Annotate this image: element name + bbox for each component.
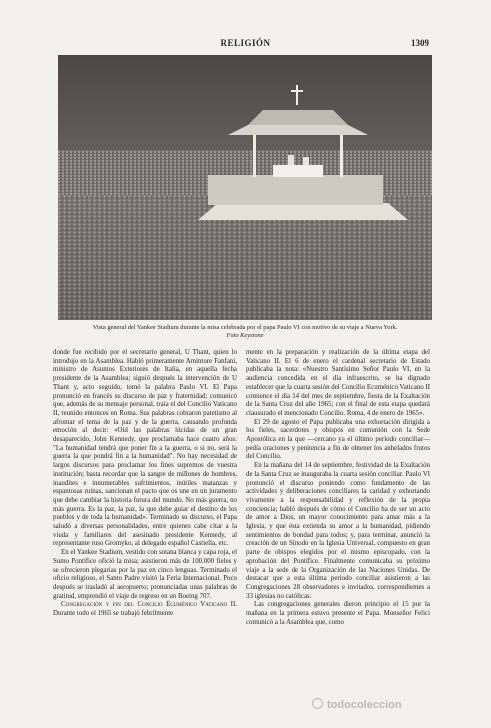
watermark [312, 698, 402, 711]
caption-text: Vista general del Yankee Stadium durante la misa celebrada por el papa Paulo VI con motivo de su viaje a Nueva York. [92, 324, 398, 331]
right-paragraph-2: El 29 de agosto el Papa publicaba una exhortación dirigida a los fieles, sacerdotes y obispos en comunión con la Sede Apostólica en la que —cercano ya el último período conciliar— pedía oraciones y penitencia a fin de obtener los anhelados frutos del Concilio. [246, 418, 430, 461]
right-column [246, 349, 430, 628]
photo-caption [52, 324, 438, 340]
running-title: RELIGIÓN [220, 38, 271, 48]
page-header [0, 38, 491, 52]
right-paragraph-4: Las congregaciones generales dieron principio el 15 por la mañana en la primera estuvo presente el Papa. Monseñor Felici comunicó a la Asamblea que, como [246, 601, 430, 626]
section-body: Durante todo el 1965 se trabajó febrilmente [53, 610, 174, 618]
watermark-logo-icon [312, 698, 323, 709]
stadium-photo [58, 55, 432, 320]
photo-credit: Foto Keystone [226, 332, 264, 339]
right-paragraph-3: En la mañana del 14 de septiembre, festividad de la Exaltación de la Santa Cruz se inauguraba la cuarta sesión conciliar. Paulo VI pronunció el discurso poniendo como fundamento de las actividades y deliberaciones conciliares la caridad y exhortando vivamente a la responsabilidad y reflexión de la propia conciencia; habló después de cómo el Concilio ha de ser un acto de amor a Dios, un mayor conocimiento para amar más a la Iglesia, y que ésta extienda su amor a la humanidad, pidiendo sentimientos de bondad para todos; y, para terminar, anunció la creación de un Sínodo en la Iglesia Universal, compuesto en gran parte de obispos elegidos por el mismo episcopado, con la aprobación del Pontífice. Finalmente comunicaba su próximo viaje a la sede de la Organización de las Naciones Unidas. De destacar que a esta última periodo conciliar asistieron a las Congregaciones 28 observadores e invitados, correspondientes a 33 iglesias no católicas. [246, 462, 430, 600]
right-paragraph-1: mente en la preparación y realización de la última etapa del Vaticano II. El 6 de enero el cardenal secretario de Estado publicaba la nota: «Nuestro Santísimo Señor Paulo VI, en la audiencia concedida en el día infraescrito, se ha dignado establecer que la cuarta sesión del Concilio Ecuménico Vaticano II comience el día 14 del mes de septiembre, fiesta de la Exaltación de la Santa Cruz del año 1965; con el final de esta etapa quedará clausurado el mencionado Concilio. Roma, 4 de enero de 1965». [246, 349, 430, 417]
watermark-text: todocoleccion [327, 699, 402, 711]
section-heading: Congregación y fin del Concilio Ecuménico Vaticano II. [61, 601, 237, 609]
left-paragraph-2: En el Yankee Stadium, vestido con sotana blanca y capa roja, el Sumo Pontífice ofició la misa; asistieron más de 100.000 fieles y se ofrecieron plegarias por la paz en cinco lenguas. Terminado el oficio religioso, el Santo Padre visitó la Feria Internacional. Poco después se trasladó al aeropuerto; pronunciadas unas palabras de gratitud, emprendió el viaje de regreso en un Boeing 707. [53, 549, 237, 600]
left-column [53, 349, 237, 619]
left-paragraph-1: donde fue recibido por el secretario general, U Thant, quien lo introdujo en la Asamblea. Habló primeramente Amintore Fanfani, ministro de Asuntos Exteriores de Italia, en aquella fecha presidente de la Asamblea; siguió después la intervención de U Thant y, acto seguido, tomó la palabra Paulo VI. El Papa pronunció en francés su discurso de paz y fraternidad; comunicó que, además de su mensaje personal, traía el del Concilio Vaticano II, reunido entonces en Roma. Sus palabras cobraron patetismo al afrontar el tema de la paz y de la guerra, causando profunda emoción al decir: «Oíd las palabras lúcidas de un gran desaparecido, John Kennedy, que proclamaba hace cuatro años: "La humanidad tendrá que poner fin a la guerra, o si no, será la guerra la que pondrá fin a la humanidad". No hay necesidad de largos discursos para proclamar los fines supremos de vuestra institución; basta recordar que la sangre de millones de hombres, inaudites e innumerables sufrimientos, inútiles matanzas y espantosas ruinas, sancionan el pacto que os une en un juramento que debe cambiar la historia futura del mundo. No más guerra, no más guerra. Es la paz, la paz, la que debe guiar el destino de los pueblos y de toda la humanidad». Terminado su discurso, el Papa saludó a diversas personalidades, entre quienes cabe citar a la viuda y familiares del asesinado presidente Kennedy, al representante ruso Gromyko, al delegado español Castiella, etc. [53, 349, 237, 548]
page-number: 1309 [411, 38, 429, 48]
stadium-photo-image [58, 55, 432, 320]
left-paragraph-3 [53, 601, 237, 618]
